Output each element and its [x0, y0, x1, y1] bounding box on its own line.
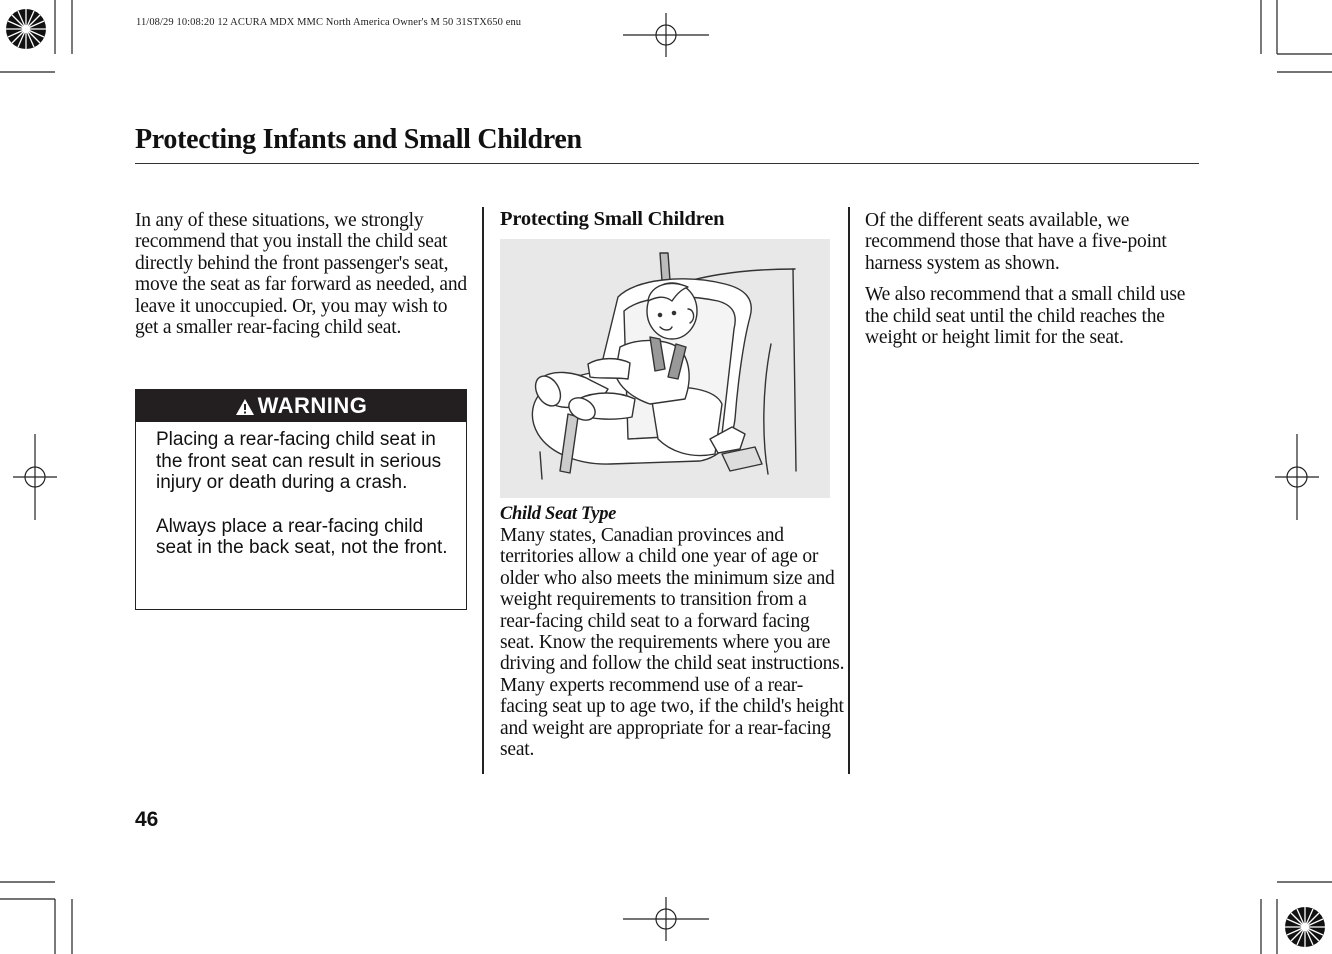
child-seat-figure	[500, 239, 830, 498]
registration-mark-right	[1275, 434, 1319, 520]
page-number: 46	[135, 808, 159, 831]
column-divider-2	[848, 207, 850, 774]
title-rule	[135, 163, 1199, 164]
section-heading: Protecting Small Children	[500, 208, 725, 230]
col3-text	[865, 210, 1200, 348]
child-in-forward-facing-seat-illustration	[500, 239, 830, 498]
print-header: 11/08/29 10:08:20 12 ACURA MDX MMC North America Owner's M 50 31STX650 enu	[136, 17, 522, 28]
registration-mark-top	[623, 13, 709, 57]
warning-triangle-icon	[235, 398, 255, 416]
column-divider-1	[482, 207, 484, 774]
starburst-mark-bottom-right	[1285, 907, 1325, 947]
col3-paragraph-1: Of the different seats available, we recommend those that have a five-point harness system as shown.	[865, 210, 1167, 274]
page-title: Protecting Infants and Small Children	[135, 124, 582, 155]
col3-paragraph-2: We also recommend that a small child use the child seat until the child reaches the weight or height limit for the seat.	[865, 284, 1186, 349]
warning-header	[136, 390, 466, 422]
warning-label: WARNING	[257, 393, 368, 418]
warning-text-2: Always place a rear-facing child seat in the back seat, not the front.	[156, 515, 448, 559]
warning-text-1: Placing a rear-facing child seat in the front seat can result in serious injury or death during a crash.	[156, 429, 442, 494]
figure-caption: Child Seat Type	[500, 504, 617, 524]
starburst-mark-top-left	[6, 9, 46, 49]
registration-mark-left	[13, 434, 57, 520]
col1-paragraph: In any of these situations, we strongly recommend that you install the child seat directly behind the front passenger's seat, move the seat as far forward as needed, and leave it unoccupied. Or, you may wish to get a smaller rear-facing child seat.	[135, 210, 467, 339]
warning-box	[135, 389, 467, 610]
registration-mark-bottom	[623, 897, 709, 941]
col2-paragraph: Many states, Canadian provinces and territories allow a child one year of age or older who also meets the minimum size and weight requirements to transition from a rear-facing child seat to a forward facing seat. Know the requirements where you are driving and follow the child seat instructions. Many experts recommend use of a rear-facing seat up to age two, if the child's height and weight are appropriate for a rear-facing seat.	[500, 525, 845, 761]
